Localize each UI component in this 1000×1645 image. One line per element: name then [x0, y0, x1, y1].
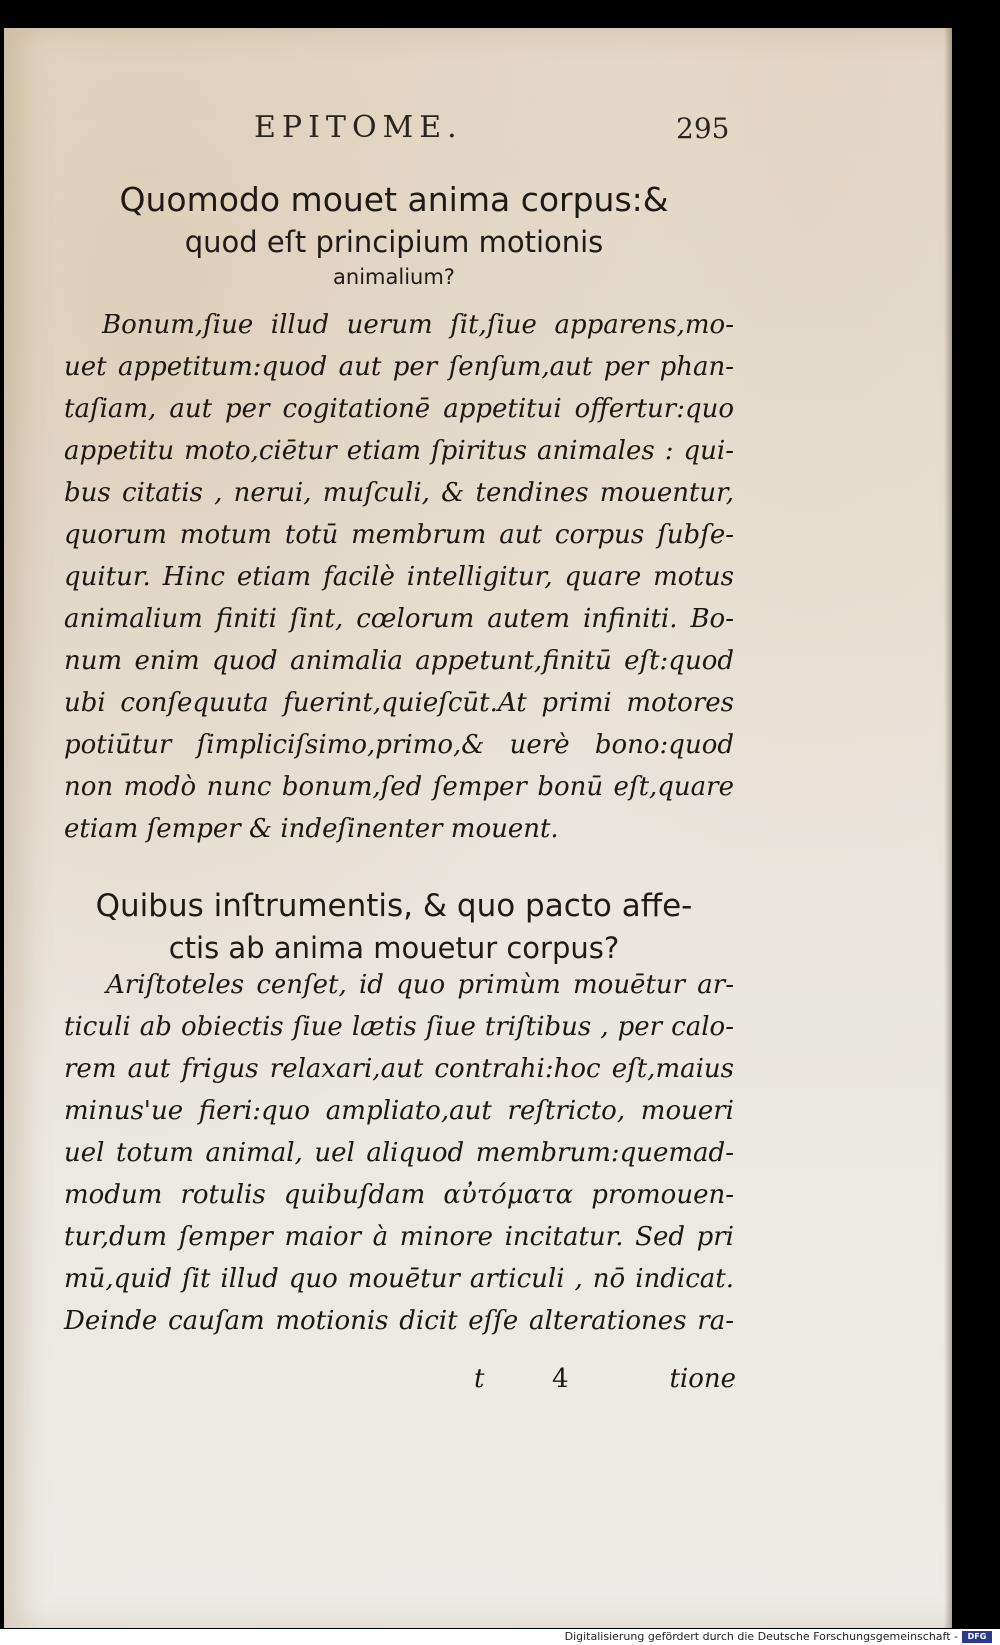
text-line: animalium finiti ſint, cœlorum autem infiniti. Bo- — [64, 604, 734, 634]
text-line: non modò nunc bonum,ſed ſemper bonū eſt,quare — [64, 772, 734, 802]
text-line: tur,dum ſemper maior à minore incitatur. Sed pri — [64, 1222, 734, 1252]
text-line: mū,quid ſit illud quo mouētur articuli , nō indicat. — [64, 1264, 734, 1294]
section-heading-1 — [64, 178, 724, 292]
signature-number: 4 — [552, 1364, 569, 1394]
footer-bar — [0, 1629, 1000, 1645]
text-line: rem aut frigus relaxari,aut contrahi:hoc eſt,maius — [64, 1054, 734, 1084]
text-line: appetitu moto,ciētur etiam ſpiritus animales : qui- — [64, 436, 734, 466]
text-line: quorum motum totū membrum aut corpus ſubſe- — [64, 520, 734, 550]
heading-line: Quibus inſtrumentis, & quo pacto affe- — [95, 888, 693, 924]
text-line: etiam ſemper & indeſinenter mouent. — [64, 814, 559, 844]
text-line: bus citatis , nerui, muſculi, & tendines mouentur, — [64, 478, 734, 508]
signature-catchline — [474, 1364, 736, 1406]
scanned-page — [4, 28, 952, 1628]
heading-line: animalium? — [333, 265, 455, 289]
signature-letter: t — [474, 1364, 485, 1394]
text-line: quitur. Hinc etiam facilè intelligitur, quare motus — [64, 562, 734, 592]
section-heading-2 — [64, 884, 724, 968]
paragraph-2 — [64, 964, 734, 1342]
text-line: minus'ue fieri:quo ampliato,aut reſtricto, moueri — [64, 1096, 734, 1126]
text-line: ubi conſequuta fuerint,quieſcūt.At primi motores — [64, 688, 734, 718]
running-title: EPITOME. — [254, 110, 463, 145]
heading-line: Quomodo mouet anima corpus:& — [119, 180, 669, 219]
heading-line: ctis ab anima mouetur corpus? — [168, 931, 620, 965]
text-line: uel totum animal, uel aliquod membrum:quemad- — [64, 1138, 734, 1168]
text-line: modum rotulis quibuſdam αὐτόματα promouen- — [64, 1180, 734, 1210]
funding-credit: Digitalisierung gefördert durch die Deutsche Forschungsgemeinschaft - — [564, 1630, 958, 1643]
text-line: Ariſtoteles cenſet, id quo primùm mouētur ar- — [106, 970, 734, 1000]
heading-line: quod eſt principium motionis — [184, 225, 604, 259]
paragraph-1 — [64, 304, 734, 850]
text-line: ticuli ab obiectis ſiue lætis ſiue triſtibus , per calo- — [64, 1012, 734, 1042]
text-line: Bonum,ſiue illud uerum ſit,ſiue apparens,mo- — [102, 310, 734, 340]
dfg-logo: DFG — [962, 1631, 992, 1643]
text-line: uet appetitum:quod aut per ſenſum,aut per phan- — [64, 352, 734, 382]
text-line: num enim quod animalia appetunt,finitū eſt:quod — [64, 646, 734, 676]
catchword: tione — [669, 1364, 736, 1394]
page-number: 295 — [676, 112, 730, 145]
page-edge-shadow — [944, 28, 952, 1628]
text-line: Deinde cauſam motionis dicit eſſe alterationes ra- — [64, 1306, 734, 1336]
text-line: taſiam, aut per cogitationē appetitui offertur:quo — [64, 394, 734, 424]
text-line: potiūtur ſimpliciſsimo,primo,& uerè bono:quod — [64, 730, 734, 760]
